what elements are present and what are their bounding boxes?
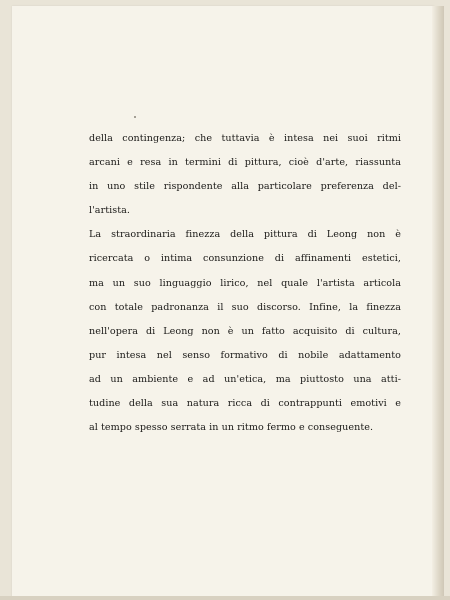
text-line: ma un suo linguaggio lirico, nel quale l'artista articola xyxy=(89,277,401,289)
text-line: nell'opera di Leong non è un fatto acquisito di cultura, xyxy=(89,325,401,337)
paper-speck xyxy=(134,116,136,118)
text-line: pur intesa nel senso formativo di nobile adattamento xyxy=(89,349,401,361)
page-edge-right xyxy=(432,6,444,600)
text-line: in uno stile rispondente alla particolare preferenza del- xyxy=(89,181,401,193)
text-line: al tempo spesso serrata in un ritmo fermo e conseguente. xyxy=(89,422,374,434)
text-line: ricercata o intima consunzione di affinamenti estetici, xyxy=(89,253,401,265)
page-edge-bottom xyxy=(0,596,450,600)
body-text xyxy=(89,127,401,440)
text-line: con totale padronanza il suo discorso. Infine, la finezza xyxy=(89,301,401,313)
text-line: l'artista. xyxy=(89,205,130,217)
text-line: La straordinaria finezza della pittura di Leong non è xyxy=(89,229,401,241)
text-line: arcani e resa in termini di pittura, cioè d'arte, riassunta xyxy=(89,157,401,169)
text-line: ad un ambiente e ad un'etica, ma piuttosto una atti- xyxy=(89,373,401,385)
text-line: tudine della sua natura ricca di contrappunti emotivi e xyxy=(89,398,401,410)
text-line: della contingenza; che tuttavia è intesa nei suoi ritmi xyxy=(89,133,401,144)
